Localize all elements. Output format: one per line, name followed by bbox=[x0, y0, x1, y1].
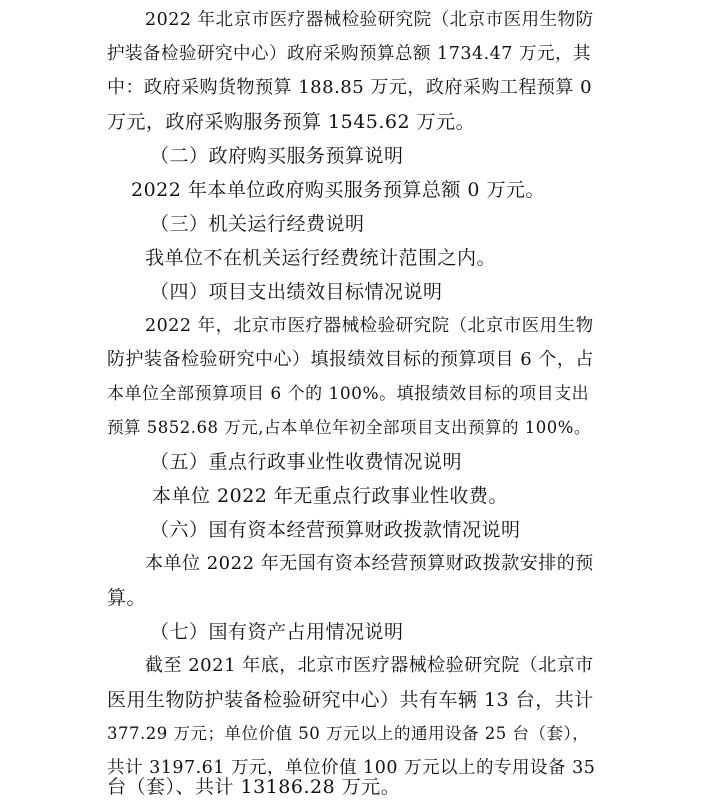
para-capital-line-2: 算。 bbox=[107, 587, 147, 609]
para-operating-line-1: 我单位不在机关运行经费统计范围之内。 bbox=[145, 247, 497, 269]
para-procurement-line-2: 护装备检验研究中心）政府采购预算总额 1734.47 万元，其 bbox=[107, 44, 591, 64]
para-procurement-line-3: 中：政府采购货物预算 188.85 万元，政府采购工程预算 0 bbox=[107, 77, 593, 98]
para-assets-line-2: 医用生物防护装备检验研究中心）共有车辆 13 台，共计 bbox=[107, 689, 594, 711]
heading-section-2: （二）政府购买服务预算说明 bbox=[150, 145, 404, 167]
heading-section-7: （七）国有资产占用情况说明 bbox=[150, 621, 404, 643]
heading-section-5: （五）重点行政事业性收费情况说明 bbox=[150, 451, 463, 473]
para-performance-line-3: 本单位全部预算项目 6 个的 100%。填报绩效目标的项目支出 bbox=[107, 384, 590, 404]
para-capital-line-1: 本单位 2022 年无国有资本经营预算财政拨款安排的预 bbox=[145, 553, 594, 574]
para-assets-line-3: 377.29 万元；单位价值 50 万元以上的通用设备 25 台（套）， bbox=[107, 724, 590, 743]
para-fees-line-1: 本单位 2022 年无重点行政事业性收费。 bbox=[152, 485, 508, 507]
heading-section-3: （三）机关运行经费说明 bbox=[150, 213, 365, 235]
para-services-line-1: 2022 年本单位政府购买服务预算总额 0 万元。 bbox=[131, 179, 546, 201]
para-procurement-line-4: 万元，政府采购服务预算 1545.62 万元。 bbox=[107, 111, 476, 133]
para-assets-line-1: 截至 2021 年底，北京市医疗器械检验研究院（北京市 bbox=[145, 655, 594, 676]
para-assets-line-4: 共计 3197.61 万元，单位价值 100 万元以上的专用设备 35 bbox=[107, 758, 596, 778]
para-performance-line-1: 2022 年，北京市医疗器械检验研究院（北京市医用生物 bbox=[145, 316, 594, 336]
para-assets-line-5: 台（套）、共计 13186.28 万元。 bbox=[107, 776, 401, 798]
heading-section-6: （六）国有资本经营预算财政拨款情况说明 bbox=[150, 519, 521, 541]
para-procurement-line-1: 2022 年北京市医疗器械检验研究院（北京市医用生物防 bbox=[145, 10, 594, 30]
heading-section-4: （四）项目支出绩效目标情况说明 bbox=[150, 281, 443, 303]
para-performance-line-4: 预算 5852.68 万元,占本单位年初全部项目支出预算的 100%。 bbox=[107, 418, 591, 437]
para-performance-line-2: 防护装备检验研究中心）填报绩效目标的预算项目 6 个，占 bbox=[107, 349, 594, 370]
